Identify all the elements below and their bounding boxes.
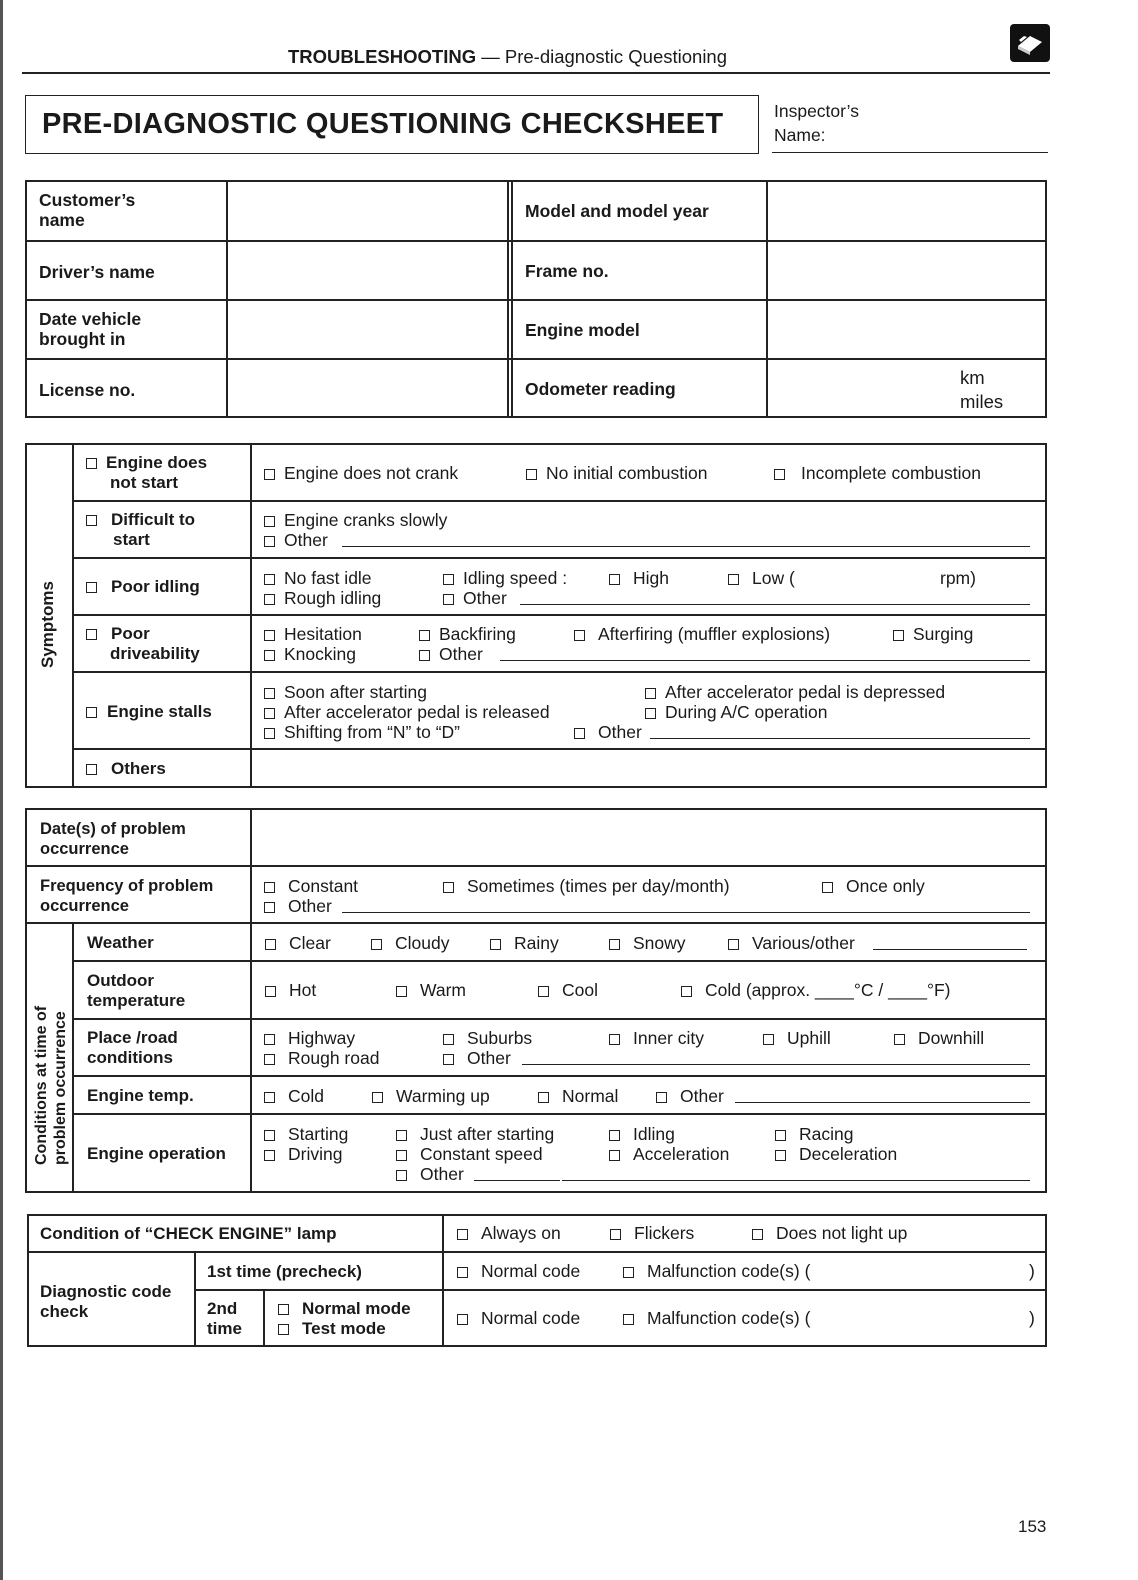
hot-option[interactable]: Hot (265, 980, 316, 1000)
deceleration-option[interactable]: Deceleration (775, 1144, 897, 1164)
constant-option[interactable]: Constant (264, 876, 358, 896)
difficult-to-start-option[interactable]: Difficult to start (86, 510, 195, 550)
idling-option[interactable]: Idling (609, 1124, 675, 1144)
starting-option[interactable]: Starting (264, 1124, 348, 1144)
warming-up-option[interactable]: Warming up (372, 1086, 490, 1106)
diag-code-label: Diagnostic code check (40, 1282, 172, 1321)
after-pedal-depressed-option[interactable]: After accelerator pedal is depressed (645, 682, 945, 702)
suburbs-option[interactable]: Suburbs (443, 1028, 532, 1048)
first-time-label: 1st time (precheck) (207, 1262, 362, 1281)
rpm-unit: rpm) (940, 568, 976, 588)
sometimes-option[interactable]: Sometimes (times per day/month) (443, 876, 730, 896)
poor-driveability-option[interactable]: Poor driveability (86, 624, 200, 664)
difficult-other-field[interactable] (342, 546, 1030, 547)
uphill-option[interactable]: Uphill (763, 1028, 831, 1048)
temp-normal-option[interactable]: Normal (538, 1086, 618, 1106)
frequency-label: Frequency of problem occurrence (40, 877, 214, 915)
driving-option[interactable]: Driving (264, 1144, 342, 1164)
section-header-bold: TROUBLESHOOTING (288, 46, 477, 67)
hesitation-option[interactable]: Hesitation (264, 624, 362, 644)
backfiring-option[interactable]: Backfiring (419, 624, 516, 644)
poor-idling-option[interactable]: Poor idling (86, 577, 200, 597)
symptoms-table (25, 443, 1047, 788)
book-icon (1010, 24, 1050, 62)
acceleration-option[interactable]: Acceleration (609, 1144, 729, 1164)
engine-temp-label: Engine temp. (87, 1086, 194, 1105)
flickers-option[interactable]: Flickers (610, 1223, 694, 1243)
warm-option[interactable]: Warm (396, 980, 466, 1000)
rough-road-option[interactable]: Rough road (264, 1048, 379, 1068)
cranks-slowly-option[interactable]: Engine cranks slowly (264, 510, 447, 530)
idling-other-field[interactable] (520, 604, 1030, 605)
normal-mode-option[interactable]: Normal mode (278, 1299, 411, 1319)
check-engine-label: Condition of “CHECK ENGINE” lamp (40, 1224, 337, 1243)
road-other-field[interactable] (522, 1064, 1030, 1065)
cold-approx-option[interactable]: Cold (approx. ____°C / ____°F) (681, 980, 951, 1000)
first-malfunction-option[interactable]: Malfunction code(s) ( (623, 1261, 810, 1281)
second-malfunction-option[interactable]: Malfunction code(s) ( (623, 1308, 810, 1328)
cloudy-option[interactable]: Cloudy (371, 933, 449, 953)
operation-other-option[interactable]: Other (396, 1164, 464, 1184)
various-option[interactable]: Various/other (728, 933, 855, 953)
always-on-option[interactable]: Always on (457, 1223, 561, 1243)
symptoms-side-label: Symptoms (38, 581, 57, 668)
drivers-name-label: Driver’s name (39, 262, 155, 282)
temp-cold-option[interactable]: Cold (264, 1086, 324, 1106)
road-other-option[interactable]: Other (443, 1048, 511, 1068)
knocking-option[interactable]: Knocking (264, 644, 356, 664)
inspector-label-2: Name: (774, 125, 826, 145)
test-mode-option[interactable]: Test mode (278, 1319, 386, 1339)
stalls-other-field[interactable] (650, 738, 1030, 739)
inspector-label-1: Inspector’s (774, 101, 859, 121)
highway-option[interactable]: Highway (264, 1028, 355, 1048)
racing-option[interactable]: Racing (775, 1124, 853, 1144)
engine-model-label: Engine model (525, 320, 640, 340)
conditions-side-label-2: problem occurrence (52, 1011, 69, 1165)
no-initial-combustion-option[interactable]: No initial combustion (526, 463, 707, 483)
page-title: PRE-DIAGNOSTIC QUESTIONING CHECKSHEET (42, 108, 724, 140)
downhill-option[interactable]: Downhill (894, 1028, 984, 1048)
others-option[interactable]: Others (86, 759, 166, 779)
engine-stalls-option[interactable]: Engine stalls (86, 702, 212, 722)
idling-other-option[interactable]: Other (443, 588, 507, 608)
section-header (288, 46, 727, 68)
conditions-side-label-1: Conditions at time of (33, 1005, 50, 1165)
scan-edge-mark (0, 0, 3, 1580)
difficult-other-option[interactable]: Other (264, 530, 328, 550)
just-after-starting-option[interactable]: Just after starting (396, 1124, 554, 1144)
incomplete-combustion-option[interactable]: Incomplete combustion (774, 463, 981, 483)
engine-does-not-start-option[interactable]: Engine does not start (86, 453, 207, 493)
once-only-option[interactable]: Once only (822, 876, 925, 896)
second-time-label: 2nd time (207, 1299, 242, 1338)
driveability-other-field[interactable] (500, 660, 1030, 661)
rough-idling-option[interactable]: Rough idling (264, 588, 381, 608)
odometer-label: Odometer reading (525, 379, 676, 399)
frequency-other-field[interactable] (342, 912, 1030, 913)
stalls-other-option[interactable]: Other (574, 722, 642, 742)
shifting-option[interactable]: Shifting from “N” to “D” (264, 722, 460, 742)
rainy-option[interactable]: Rainy (490, 933, 559, 953)
frame-no-label: Frame no. (525, 261, 609, 281)
idle-low-option[interactable]: Low ( (728, 568, 795, 588)
page-number: 153 (1018, 1517, 1047, 1536)
inner-city-option[interactable]: Inner city (609, 1028, 704, 1048)
outdoor-temp-label: Outdoor temperature (87, 971, 186, 1010)
second-normal-code-option[interactable]: Normal code (457, 1308, 580, 1328)
does-not-light-option[interactable]: Does not light up (752, 1223, 907, 1243)
date-vehicle-label: Date vehicle brought in (39, 309, 142, 349)
km-unit: km (960, 367, 985, 388)
idling-speed-option[interactable]: Idling speed : (443, 568, 567, 588)
clear-option[interactable]: Clear (265, 933, 331, 953)
during-ac-option[interactable]: During A/C operation (645, 702, 827, 722)
frequency-other-option[interactable]: Other (264, 896, 332, 916)
miles-unit: miles (960, 391, 1004, 412)
header-rule (22, 72, 1050, 74)
license-label: License no. (39, 380, 136, 400)
idle-high-option[interactable]: High (609, 568, 669, 588)
first-malfunction-close: ) (1029, 1261, 1035, 1281)
dates-label: Date(s) of problem occurrence (40, 820, 186, 858)
engine-operation-label: Engine operation (87, 1144, 226, 1163)
second-malfunction-close: ) (1029, 1308, 1035, 1328)
temp-other-field[interactable] (735, 1102, 1030, 1103)
weather-label: Weather (87, 933, 154, 952)
model-year-label: Model and model year (525, 201, 709, 221)
first-normal-code-option[interactable]: Normal code (457, 1261, 580, 1281)
no-fast-idle-option[interactable]: No fast idle (264, 568, 372, 588)
after-pedal-released-option[interactable]: After accelerator pedal is released (264, 702, 550, 722)
surging-option[interactable]: Surging (893, 624, 973, 644)
operation-other-field-ext[interactable] (562, 1180, 1030, 1181)
operation-other-field[interactable] (474, 1180, 560, 1181)
driveability-other-option[interactable]: Other (419, 644, 483, 664)
temp-other-option[interactable]: Other (656, 1086, 724, 1106)
section-header-rest: — Pre-diagnostic Questioning (481, 46, 728, 67)
snowy-option[interactable]: Snowy (609, 933, 686, 953)
afterfiring-option[interactable]: Afterfiring (muffler explosions) (574, 624, 830, 644)
soon-after-starting-option[interactable]: Soon after starting (264, 682, 427, 702)
cool-option[interactable]: Cool (538, 980, 598, 1000)
constant-speed-option[interactable]: Constant speed (396, 1144, 543, 1164)
various-other-field[interactable] (873, 949, 1027, 950)
does-not-crank-option[interactable]: Engine does not crank (264, 463, 458, 483)
place-road-label: Place /road conditions (87, 1028, 178, 1067)
inspector-name-field[interactable] (772, 152, 1048, 153)
customer-name-label: Customer’s name (39, 190, 136, 230)
